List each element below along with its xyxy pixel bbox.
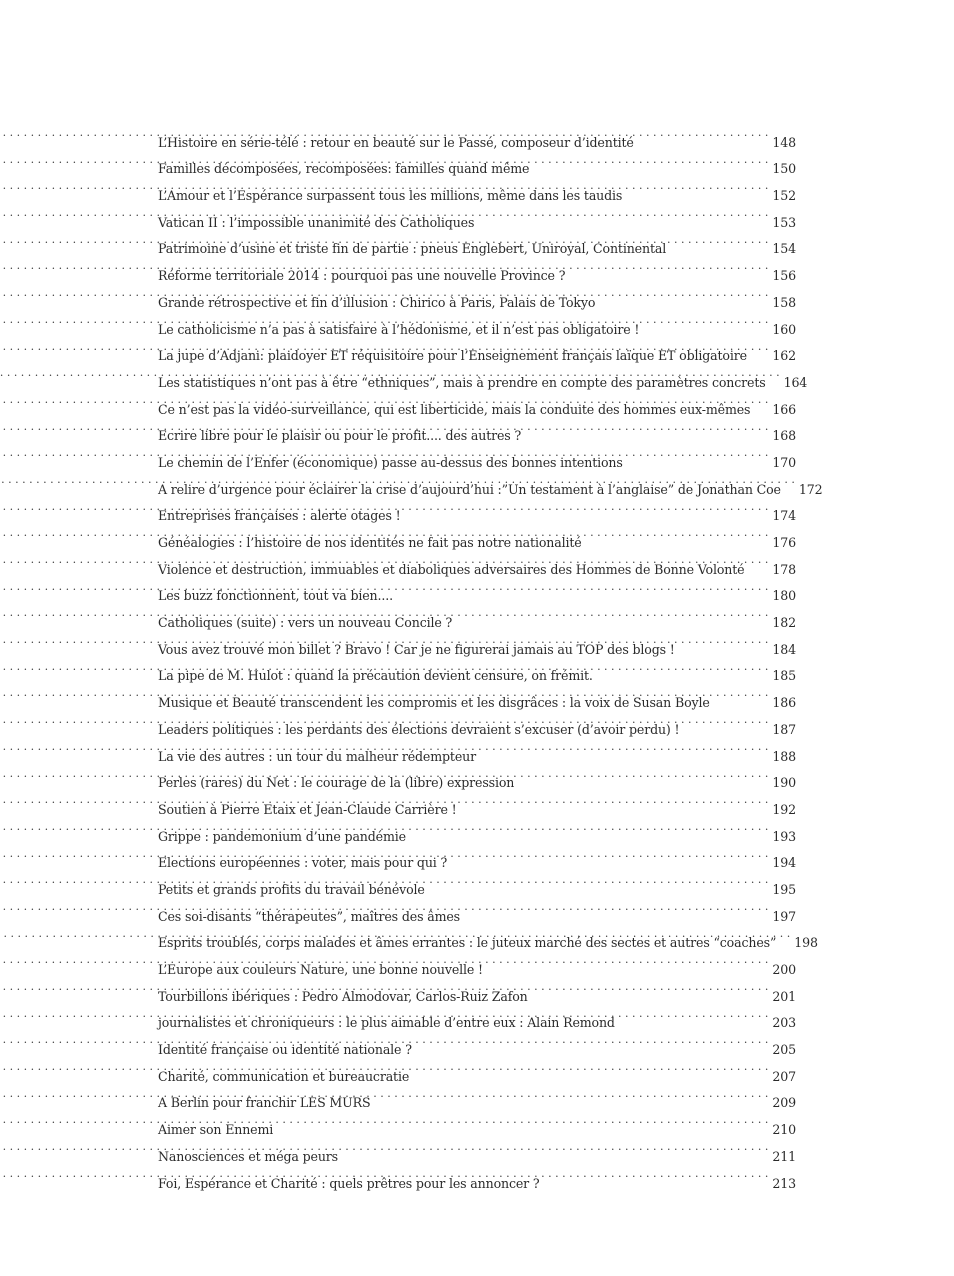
toc-dot-leader [516, 761, 768, 788]
toc-entry-page-number: 210 [772, 1122, 796, 1138]
toc-entry [158, 814, 796, 844]
toc-entry-title: Entreprises françaises : alerte otages ! [158, 508, 401, 524]
toc-dot-leader [768, 360, 780, 387]
toc-entry-title: Patrimoine d’usine et triste fin de partie : pneus Englebert, Uniroyal, Continental [158, 241, 667, 257]
toc-entry-title: Foi, Espérance et Charité : quels prêtres pour les annoncer ? [158, 1175, 540, 1191]
toc-entry-page-number: 166 [772, 401, 796, 417]
toc-dot-leader [668, 227, 768, 254]
toc-dot-leader [778, 921, 790, 948]
toc-entry [158, 867, 796, 897]
toc-dot-leader [567, 253, 768, 280]
toc-entry-page-number: 154 [772, 241, 796, 257]
toc-dot-leader [681, 707, 768, 734]
toc-entry [158, 1054, 796, 1084]
toc-dot-leader [403, 494, 769, 521]
toc-entry-page-number: 203 [772, 1015, 796, 1031]
toc-entry-page-number: 194 [772, 855, 796, 871]
toc-entry-page-number: 195 [772, 881, 796, 897]
toc-entry-title: Grippe : pandemonium d’une pandémie [158, 828, 406, 844]
toc-dot-leader [783, 467, 795, 494]
toc-entry-title: Nanosciences et méga peurs [158, 1148, 338, 1164]
toc-entry [158, 360, 808, 390]
toc-dot-leader [476, 200, 768, 227]
toc-entry [158, 707, 796, 737]
toc-entry-page-number: 193 [772, 828, 796, 844]
toc-entry-page-number: 160 [772, 321, 796, 337]
toc-dot-leader [531, 147, 768, 174]
toc-entry-title: Perles (rares) du Net : le courage de la (libre) expression [158, 775, 515, 791]
toc-entry-page-number: 180 [772, 588, 796, 604]
toc-entry-page-number: 197 [772, 908, 796, 924]
toc-entry-page-number: 205 [772, 1042, 796, 1058]
toc-dot-leader [395, 574, 768, 601]
toc-entry [158, 467, 823, 497]
toc-dot-leader [677, 627, 769, 654]
toc-entry-title: Familles décomposées, recomposées: familles quand même [158, 161, 530, 177]
toc-dot-leader [427, 867, 769, 894]
toc-entry-title: Les statistiques n’ont pas à être “ethniques”, mais à prendre en compte des paramètres concrets [158, 374, 766, 390]
toc-dot-leader [275, 1107, 768, 1134]
toc-entry [158, 974, 796, 1004]
toc-entry-title: Tourbillons ibériques : Pedro Almodovar, Carlos-Ruiz Zafon [158, 988, 528, 1004]
toc-entry-page-number: 176 [772, 535, 796, 551]
toc-entry [158, 387, 796, 417]
toc-dot-leader [597, 280, 768, 307]
toc-entry-title: La pipe de M. Hulot : quand la précaution devient censure, on frémit. [158, 668, 593, 684]
toc-entry-title: Petits et grands profits du travail bénévole [158, 881, 425, 897]
toc-entry-page-number: 198 [794, 935, 818, 951]
toc-entry-page-number: 187 [772, 721, 796, 737]
toc-entry-title: Généalogies : l’histoire de nos identités ne fait pas notre nationalité [158, 535, 582, 551]
toc-entry-title: Réforme territoriale 2014 : pourquoi pas une nouvelle Province ? [158, 268, 566, 284]
toc-entry-title: Identité française ou identité nationale ? [158, 1042, 412, 1058]
toc-entry-title: Elections européennes : voter, mais pour qui ? [158, 855, 448, 871]
toc-entry [158, 841, 796, 871]
toc-entry [158, 1107, 796, 1138]
toc-entry-page-number: 172 [798, 481, 823, 497]
toc-dot-leader [408, 814, 768, 841]
toc-dot-leader [617, 1001, 769, 1028]
toc-entry [158, 627, 796, 657]
toc-entry [158, 227, 796, 257]
toc-entry-page-number: 213 [772, 1175, 796, 1191]
toc-entry-page-number: 150 [772, 161, 796, 177]
toc-dot-leader [411, 1054, 768, 1081]
toc-entry [158, 761, 796, 791]
toc-dot-leader [372, 1081, 768, 1108]
toc-entry-title: Vatican II : l’impossible unanimité des Catholiques [158, 214, 475, 230]
toc-entry-page-number: 164 [783, 374, 808, 390]
toc-entry-page-number: 156 [772, 268, 796, 284]
toc-entry [158, 600, 796, 631]
toc-entry-title: Vous avez trouvé mon billet ? Bravo ! Car je ne figurerai jamais au TOP des blogs ! [158, 641, 675, 657]
toc-dot-leader [414, 1027, 769, 1054]
toc-entry [158, 280, 796, 310]
toc-entry-page-number: 211 [772, 1148, 796, 1164]
toc-dot-leader [478, 734, 768, 761]
toc-dot-leader [712, 680, 769, 707]
toc-entry-page-number: 174 [772, 508, 796, 524]
toc-dot-leader [530, 974, 769, 1001]
toc-entry-page-number: 162 [772, 348, 796, 364]
toc-entry [158, 307, 796, 337]
toc-entry-title: L’Amour et l’Espérance surpassent tous les millions, même dans les taudis [158, 188, 623, 204]
toc-entry-title: Charité, communication et bureaucratie [158, 1068, 410, 1084]
toc-entry-title: Ecrire libre pour le plaisir ou pour le profit.... des autres ? [158, 428, 522, 444]
toc-entry-title: La jupe d’Adjani: plaidoyer ET réquisitoire pour l’Enseignement français laïque ET obligatoire [158, 348, 747, 364]
toc-entry-title: La vie des autres : un tour du malheur rédempteur [158, 748, 476, 764]
toc-entry [158, 1161, 796, 1191]
toc-dot-leader [462, 894, 768, 921]
toc-dot-leader [454, 600, 768, 627]
toc-entry [158, 120, 796, 150]
toc-entry-page-number: 153 [772, 214, 796, 230]
toc-entry-title: Musique et Beauté transcendent les compromis et les disgrâces : la voix de Susan Boyle [158, 695, 710, 711]
toc-entry [158, 654, 796, 684]
toc-entry-title: L’Histoire en série-télé : retour en beauté sur le Passé, composeur d’identité [158, 134, 634, 150]
toc-dot-leader [523, 414, 768, 441]
toc-entry-page-number: 192 [772, 801, 796, 817]
toc-entry-page-number: 158 [772, 294, 796, 310]
toc-entry-page-number: 201 [772, 988, 796, 1004]
toc-entry-title: Aimer son Ennemi [158, 1122, 274, 1138]
toc-entry [158, 680, 796, 711]
toc-entry-page-number: 188 [772, 748, 796, 764]
toc-entry [158, 414, 796, 444]
toc-entry-title: Violence et destruction, immuables et diaboliques adversaires des Hommes de Bonne Volonté [158, 561, 745, 577]
toc-entry-title: journalistes et chroniqueurs : le plus aimable d’entre eux : Alain Remond [158, 1015, 615, 1031]
toc-entry-page-number: 178 [772, 561, 796, 577]
toc-dot-leader [752, 387, 768, 414]
toc-dot-leader [595, 654, 769, 681]
toc-entry [158, 921, 818, 951]
toc-entry [158, 173, 796, 204]
toc-entry-title: L’Europe aux couleurs Nature, une bonne nouvelle ! [158, 962, 483, 978]
toc-entry-title: A relire d’urgence pour éclairer la crise d’aujourd’hui :”Un testament à l’anglaise” de Jonathan Coe [158, 481, 781, 497]
toc-entry-page-number: 182 [772, 615, 796, 631]
toc-entry [158, 787, 796, 817]
toc-dot-leader [340, 1134, 768, 1161]
toc-entry-page-number: 186 [772, 695, 796, 711]
toc-entry [158, 947, 796, 978]
toc-entry [158, 734, 796, 764]
toc-entry [158, 334, 796, 364]
toc-entry-title: Grande rétrospective et fin d’illusion : Chirico à Paris, Palais de Tokyo [158, 294, 596, 310]
toc-entry [158, 253, 796, 284]
toc-entry-title: Catholiques (suite) : vers un nouveau Concile ? [158, 615, 453, 631]
toc-entry-page-number: 148 [772, 134, 796, 150]
toc-entry [158, 894, 796, 924]
toc-dot-leader [625, 440, 769, 467]
toc-entry [158, 1081, 796, 1111]
toc-dot-leader [641, 307, 768, 334]
toc-entry-title: A Berlin pour franchir LES MURS [158, 1095, 371, 1111]
toc-entry [158, 200, 796, 230]
toc-dot-leader [542, 1161, 769, 1188]
toc-entry-page-number: 190 [772, 775, 796, 791]
table-of-contents [158, 120, 823, 1191]
toc-entry [158, 1027, 796, 1058]
toc-entry-title: Ce n’est pas la vidéo-surveillance, qui est liberticide, mais la conduite des hommes eux-mêmes [158, 401, 751, 417]
toc-dot-leader [459, 787, 769, 814]
toc-entry [158, 147, 796, 177]
toc-entry [158, 1001, 796, 1031]
toc-entry-page-number: 152 [772, 188, 796, 204]
toc-entry [158, 520, 796, 551]
toc-entry-page-number: 168 [772, 428, 796, 444]
toc-entry-page-number: 184 [772, 641, 796, 657]
toc-dot-leader [584, 520, 769, 547]
toc-entry-title: Les buzz fonctionnent, tout va bien.... [158, 588, 393, 604]
toc-entry [158, 494, 796, 524]
toc-entry-title: Le chemin de l’Enfer (économique) passe au-dessus des bonnes intentions [158, 454, 623, 470]
toc-dot-leader [485, 947, 768, 974]
toc-entry-page-number: 185 [772, 668, 796, 684]
toc-entry-title: Leaders politiques : les perdants des élections devraient s’excuser (d’avoir perdu) ! [158, 721, 680, 737]
toc-entry [158, 574, 796, 604]
toc-entry-page-number: 209 [772, 1095, 796, 1111]
toc-entry-title: Ces soi-disants “thérapeutes”, maîtres des âmes [158, 908, 460, 924]
toc-entry [158, 440, 796, 470]
toc-entry-title: Soutien à Pierre Etaix et Jean-Claude Carrière ! [158, 801, 457, 817]
toc-entry [158, 547, 796, 577]
toc-entry [158, 1134, 796, 1164]
toc-dot-leader [746, 547, 768, 574]
toc-entry-page-number: 170 [772, 454, 796, 470]
toc-dot-leader [449, 841, 768, 868]
toc-dot-leader [636, 120, 769, 147]
toc-dot-leader [749, 334, 768, 361]
toc-entry-page-number: 207 [772, 1068, 796, 1084]
toc-entry-title: Le catholicisme n’a pas à satisfaire à l’hédonisme, et il n’est pas obligatoire ! [158, 321, 640, 337]
toc-entry-page-number: 200 [772, 962, 796, 978]
toc-entry-title: Esprits troublés, corps malades et âmes errantes : le juteux marché des sectes et autres “coaches” [158, 935, 777, 951]
toc-dot-leader [624, 173, 768, 200]
